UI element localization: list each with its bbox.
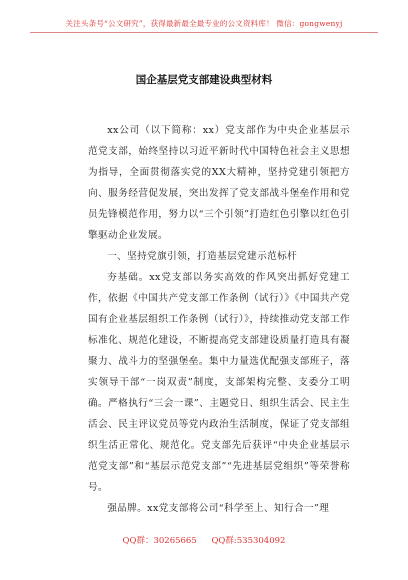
document-body — [88, 120, 350, 519]
paragraph: 强品牌。xx党支部将公司“科学至上、知行合一”理 — [107, 503, 330, 514]
section-heading: 一、坚持党旗引领，打造基层党建示范标杆 — [107, 251, 298, 262]
footer-qq-group-1: QQ群：30265665 — [122, 536, 197, 546]
footer-qq-group-2: QQ群:535304092 — [211, 536, 286, 546]
header-banner: 关注头条号“公文研究”，获得最新最全最专业的公文资料库！ 微信：gongwenyj — [65, 19, 343, 28]
paragraph: xx公司（以下简称：xx）党支部作为中央企业基层示范党支部，始终坚持以习近平新时代中国特色社会主义思想为指导，全面贯彻落实党的XX大精神，坚持党建引领把方向、服务经营促发展，突出发挥了党支部战斗堡垒作用和党员先锋模范作用，努力以“三个引领”打造红色引擎以红色引擎驱动企业发展。 — [88, 125, 350, 241]
footer — [0, 534, 408, 546]
paragraph: 夯基础。xx党支部以务实高效的作风突出抓好党建工作，依据《中国共产党支部工作条例（试行）》《中国共产党国有企业基层组织工作条例（试行）》，持续推动党支部工作标准化、规范化建设，不断提高党支部建设质量打造具有凝聚力、战斗力的坚强堡垒。集中力量选优配强支部班子，落实领导干部“一岗双责”制度，支部架构完整、支委分工明确。严格执行“三会一课”、主题党日、组织生活会、民主生活会、民主评议党员等党内政治生活制度，保证了党支部组织生活正常化、规范化。党支部先后获评“中央企业基层示范党支部”和“基层示范党支部”“先进基层党组织”等荣誉称号。 — [88, 272, 350, 493]
header-divider — [30, 32, 378, 33]
document-title: 国企基层党支部建设典型材料 — [135, 74, 273, 86]
